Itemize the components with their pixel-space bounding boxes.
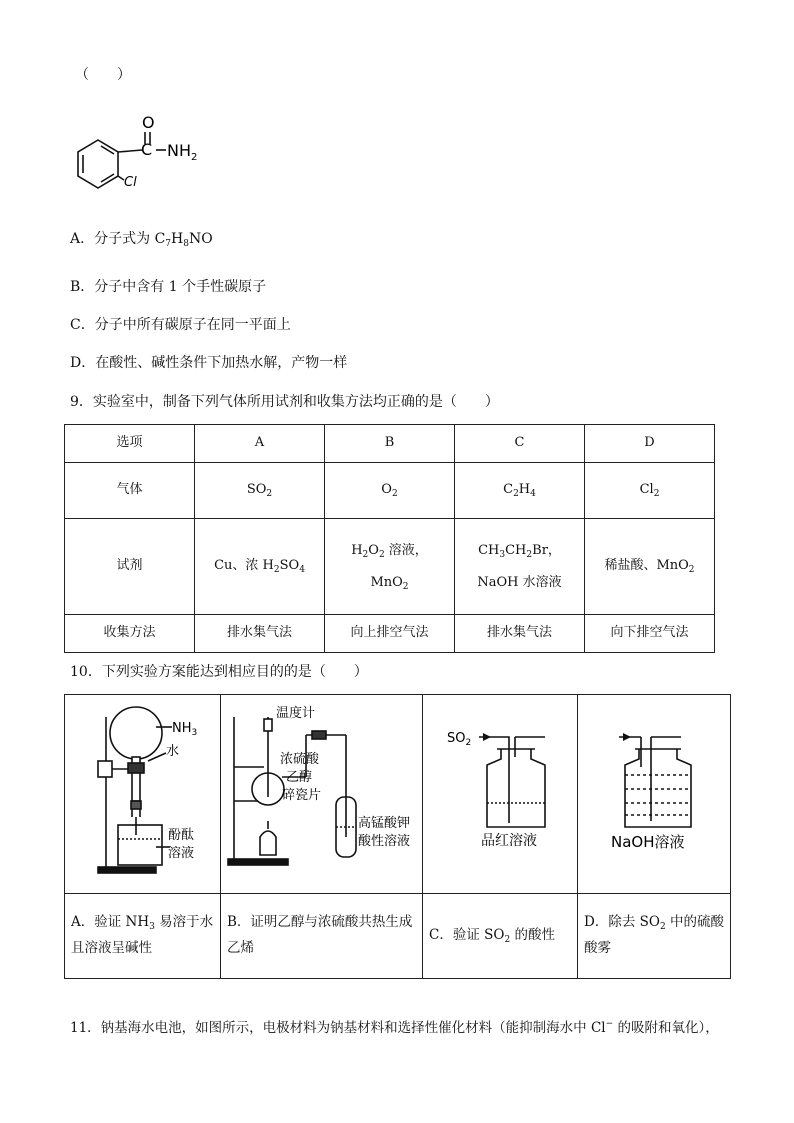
row-label: 试剂 (65, 519, 195, 615)
gas-d: $Cl_2$ (585, 463, 715, 519)
label-kmno4: 高锰酸钾 (357, 816, 410, 831)
gas-a: $SO_2$ (195, 463, 325, 519)
q10-table (64, 694, 731, 979)
label-thermometer: 温度计 (275, 706, 315, 721)
question-bracket: （ ） (75, 67, 131, 83)
atom-nh-sub: 2 (191, 152, 198, 163)
reagent-b: $H_2O_2$ 溶液， MnO$_2$ (325, 519, 455, 615)
header-cell: A (195, 425, 325, 463)
q9-stem: 9．实验室中，制备下列气体所用试剂和收集方法均正确的是（ ） (70, 394, 499, 410)
label-nh3: NH (171, 721, 191, 736)
q9-table (64, 424, 715, 653)
method-d: 向下排空气法 (585, 615, 715, 653)
atom-o: O (142, 113, 155, 132)
q10-stem: 10．下列实验方案能达到相应目的的是（ ） (70, 664, 368, 680)
option-b: B．分子中含有 1 个手性碳原子 (70, 279, 267, 295)
label-solution: 溶液 (167, 846, 194, 861)
svg-text:NH2 (167, 141, 197, 163)
gas-c: $C_2H_4$ (455, 463, 585, 519)
option-a: A．分子式为 $C_7H_8NO$ (70, 231, 213, 249)
apparatus-c (425, 697, 575, 887)
label-so2: SO (447, 731, 466, 746)
figure-a (65, 695, 221, 894)
caption-b: B．证明乙醇与浓硫酸共热生成 乙烯 (221, 894, 423, 979)
reagent-a: Cu、浓 $H_2SO_4$ (195, 519, 325, 615)
atom-c: C (141, 140, 153, 159)
gas-b: $O_2$ (325, 463, 455, 519)
atom-nh: NH (167, 141, 191, 160)
method-a: 排水集气法 (195, 615, 325, 653)
header-cell: 选项 (65, 425, 195, 463)
method-c: 排水集气法 (455, 615, 585, 653)
label-conc-sulfuric: 浓硫酸 (279, 752, 319, 767)
reagent-d: 稀盐酸、MnO$_2$ (585, 519, 715, 615)
label-nh3-sub: 3 (191, 728, 197, 738)
option-d: D．在酸性、碱性条件下加热水解，产物一样 (70, 355, 348, 371)
header-cell: B (325, 425, 455, 463)
method-b: 向上排空气法 (325, 615, 455, 653)
caption-d: D．除去 $SO_2$ 中的硫酸 酸雾 (578, 894, 731, 979)
label-phenolphthalein: 酚酞 (167, 828, 194, 843)
figure-c (423, 695, 578, 894)
option-c: C．分子中所有碳原子在同一平面上 (70, 317, 291, 333)
header-cell: C (455, 425, 585, 463)
figure-d (578, 695, 731, 894)
molecule-structure (70, 110, 230, 195)
svg-text:SO2 (447, 731, 471, 748)
label-ethanol: 乙醇 (285, 770, 312, 785)
q11-stem: 11．钠基海水电池，如图所示，电极材料为钠基材料和选择性催化材料（能抑制海水中 Cl− 的吸附和氧化）， (70, 1019, 719, 1036)
label-magenta: 品红溶液 (481, 833, 537, 849)
label-water: 水 (165, 744, 179, 759)
figure-b (221, 695, 423, 894)
caption-c: C．验证 $SO_2$ 的酸性 (423, 894, 578, 979)
label-porcelain: 碎瓷片 (281, 788, 321, 803)
reagent-c: $CH_3CH_2Br$， NaOH 水溶液 (455, 519, 585, 615)
label-so2-sub: 2 (465, 738, 472, 748)
caption-a: A．验证 $NH_3$ 易溶于水 且溶液呈碱性 (65, 894, 221, 979)
atom-cl: Cl (124, 175, 137, 190)
row-label: 收集方法 (65, 615, 195, 653)
apparatus-a (68, 697, 218, 887)
label-acidic-sol: 酸性溶液 (357, 834, 410, 849)
header-cell: D (585, 425, 715, 463)
row-label: 气体 (65, 463, 195, 519)
svg-text:NH3 (172, 721, 197, 738)
label-naoh: NaOH溶液 (611, 833, 685, 851)
apparatus-b (224, 697, 420, 887)
apparatus-d (579, 697, 729, 887)
